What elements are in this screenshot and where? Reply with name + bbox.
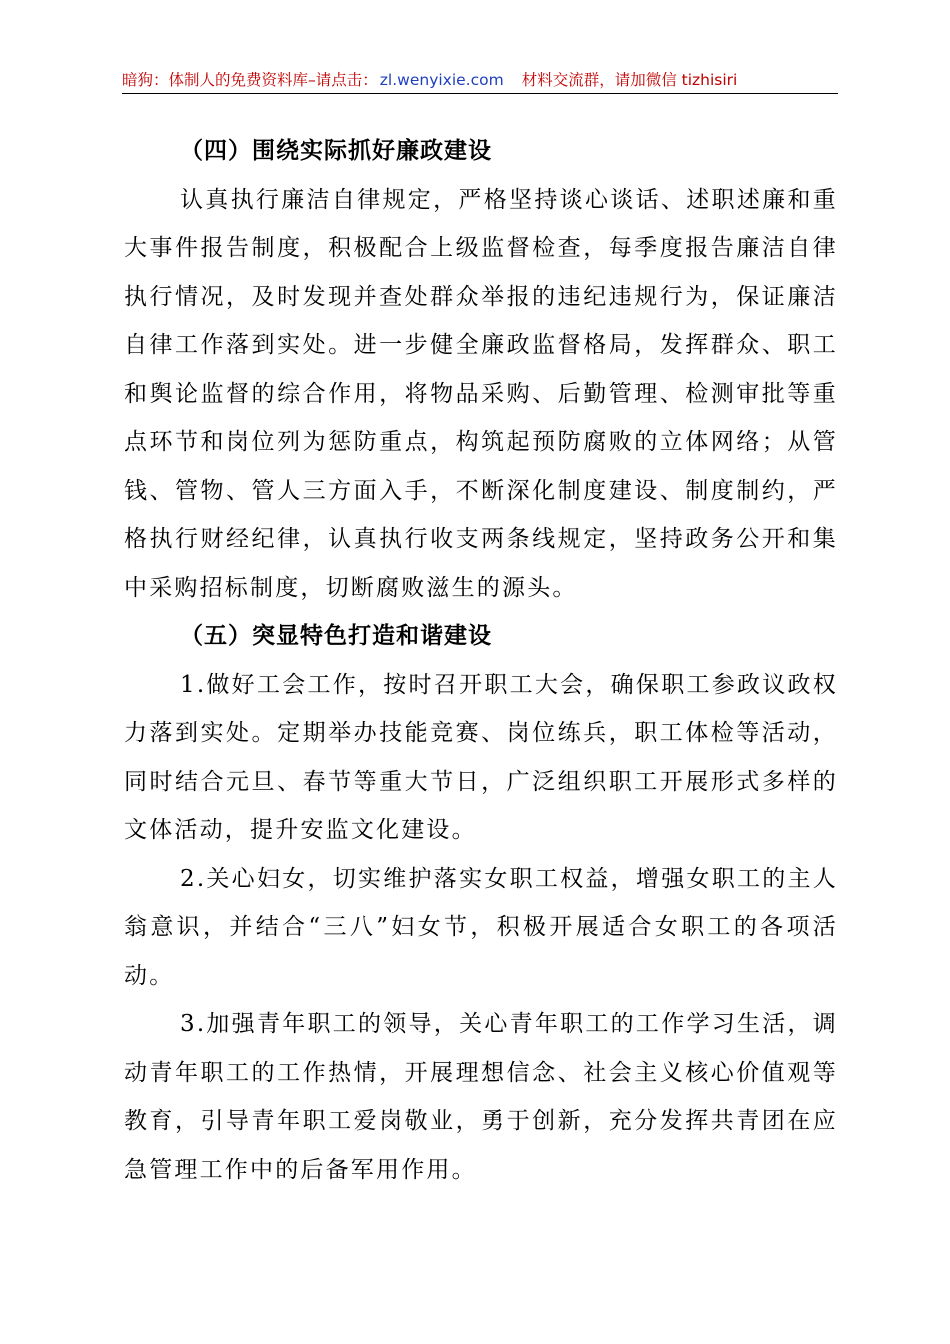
header-group-text: 材料交流群，请加微信 tizhisiri (521, 71, 738, 89)
section-5-item-1: 1.做好工会工作，按时召开职工大会，确保职工参政议政权力落到实处。定期举办技能竞赛、岗位练兵，职工体检等活动，同时结合元旦、春节等重大节日，广泛组织职工开展形式多样的文体活动，提升安监文化建设。 (124, 671, 838, 843)
section-5-item-3: 3.加强青年职工的领导，关心青年职工的工作学习生活，调动青年职工的工作热情，开展理想信念、社会主义核心价值观等教育，引导青年职工爱岗敬业，勇于创新，充分发挥共青团在应急管理工作中的后备军用作用。 (124, 1011, 838, 1183)
section-heading-5: （五）突显特色打造和谐建设 (180, 622, 492, 649)
header-prompt: –请点击： (308, 71, 378, 89)
header-site-name: 暗狗：体制人的免费资料库 (122, 71, 309, 89)
header-url-link[interactable]: zl.wenyixie.com (379, 71, 504, 89)
header-divider (122, 93, 838, 94)
section-heading-4: （四）围绕实际抓好廉政建设 (180, 137, 492, 164)
section-5-item-2: 2.关心妇女，切实维护落实女职工权益，增强女职工的主人翁意识，并结合“三八”妇女节，积极开展适合女职工的各项活动。 (124, 865, 838, 989)
page-header (122, 66, 838, 94)
document-body (124, 127, 838, 1194)
section-4-paragraph-1: 认真执行廉洁自律规定，严格坚持谈心谈话、述职述廉和重大事件报告制度，积极配合上级监督检查，每季度报告廉洁自律执行情况，及时发现并查处群众举报的违纪违规行为，保证廉洁自律工作落到实处。进一步健全廉政监督格局，发挥群众、职工和舆论监督的综合作用，将物品采购、后勤管理、检测审批等重点环节和岗位列为惩防重点，构筑起预防腐败的立体网络；从管钱、管物、管人三方面入手，不断深化制度建设、制度制约，严格执行财经纪律，认真执行收支两条线规定，坚持政务公开和集中采购招标制度，切断腐败滋生的源头。 (124, 186, 838, 601)
